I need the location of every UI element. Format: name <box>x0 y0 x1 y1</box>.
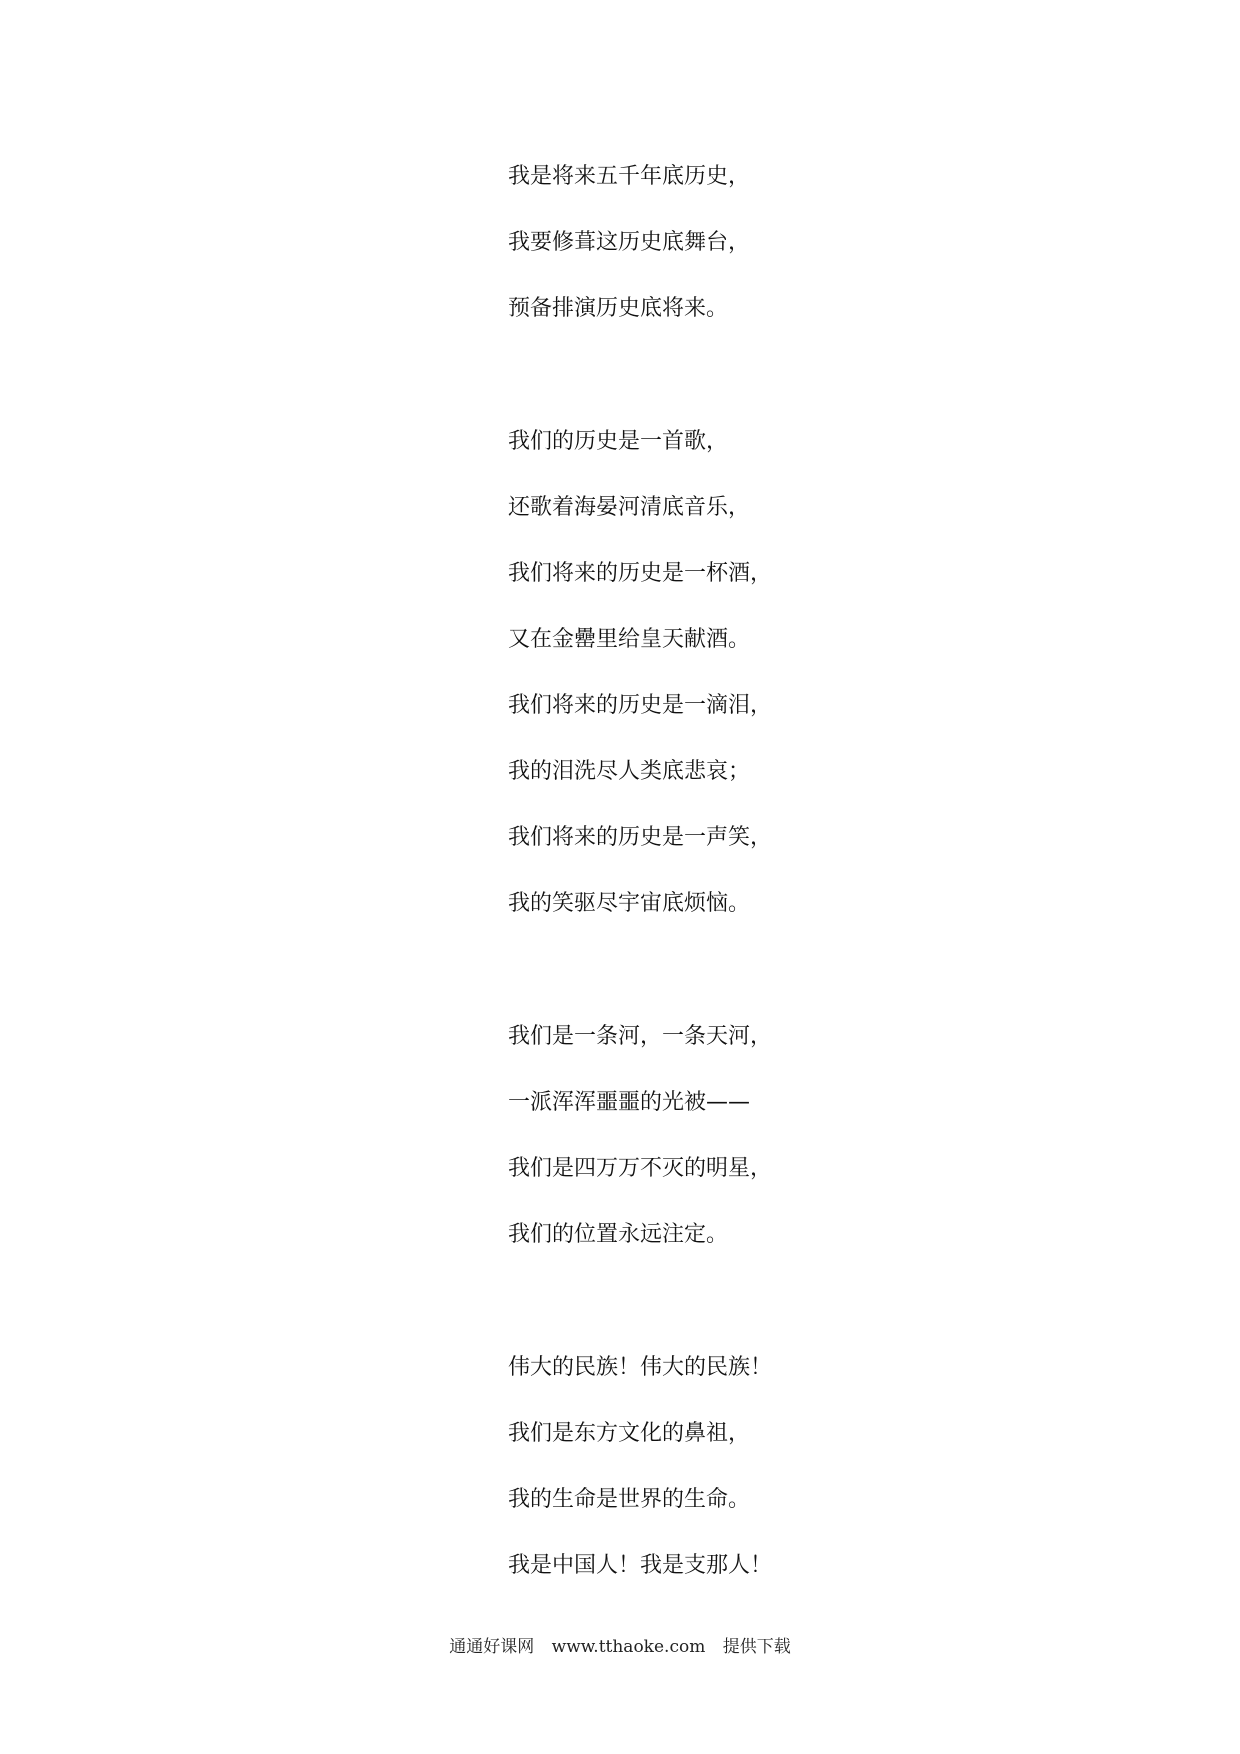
poem-line: 还歌着海晏河清底音乐， <box>508 495 751 520</box>
poem-line: 一派浑浑噩噩的光被—— <box>508 1090 751 1115</box>
poem-line: 我的生命是世界的生命。 <box>508 1487 751 1512</box>
footer-site-name: 通通好课网 <box>449 1637 535 1657</box>
poem-line: 我们将来的历史是一滴泪， <box>508 693 773 718</box>
poem-line: 我们是东方文化的鼻祖， <box>508 1421 751 1446</box>
poem-line: 我们将来的历史是一杯酒， <box>508 561 773 586</box>
poem-line: 我们将来的历史是一声笑， <box>508 825 773 850</box>
poem-line: 我们是一条河，一条天河， <box>508 1024 773 1049</box>
poem-line: 预备排演历史底将来。 <box>508 296 729 321</box>
poem-line: 我的笑驱尽宇宙底烦恼。 <box>508 891 751 916</box>
poem-line: 我要修葺这历史底舞台， <box>508 230 751 255</box>
page-footer <box>0 1632 1240 1657</box>
poem-line: 我们的位置永远注定。 <box>508 1222 729 1247</box>
poem-body <box>508 160 1108 1615</box>
poem-line: 我们是四万万不灭的明星， <box>508 1156 773 1181</box>
stanza-1 <box>508 160 1108 358</box>
footer-url: www.tthaoke.com <box>551 1637 706 1657</box>
poem-line: 我是将来五千年底历史， <box>508 164 751 189</box>
stanza-3 <box>508 1020 1108 1284</box>
footer-suffix: 提供下载 <box>722 1637 791 1657</box>
stanza-4 <box>508 1351 1108 1615</box>
poem-line: 又在金罍里给皇天献酒。 <box>508 627 751 652</box>
poem-line: 我们的历史是一首歌， <box>508 429 729 454</box>
stanza-2 <box>508 425 1108 953</box>
poem-line: 我的泪洗尽人类底悲哀； <box>508 759 751 784</box>
poem-line: 我是中国人！我是支那人！ <box>508 1553 773 1578</box>
poem-line: 伟大的民族！伟大的民族！ <box>508 1355 773 1380</box>
